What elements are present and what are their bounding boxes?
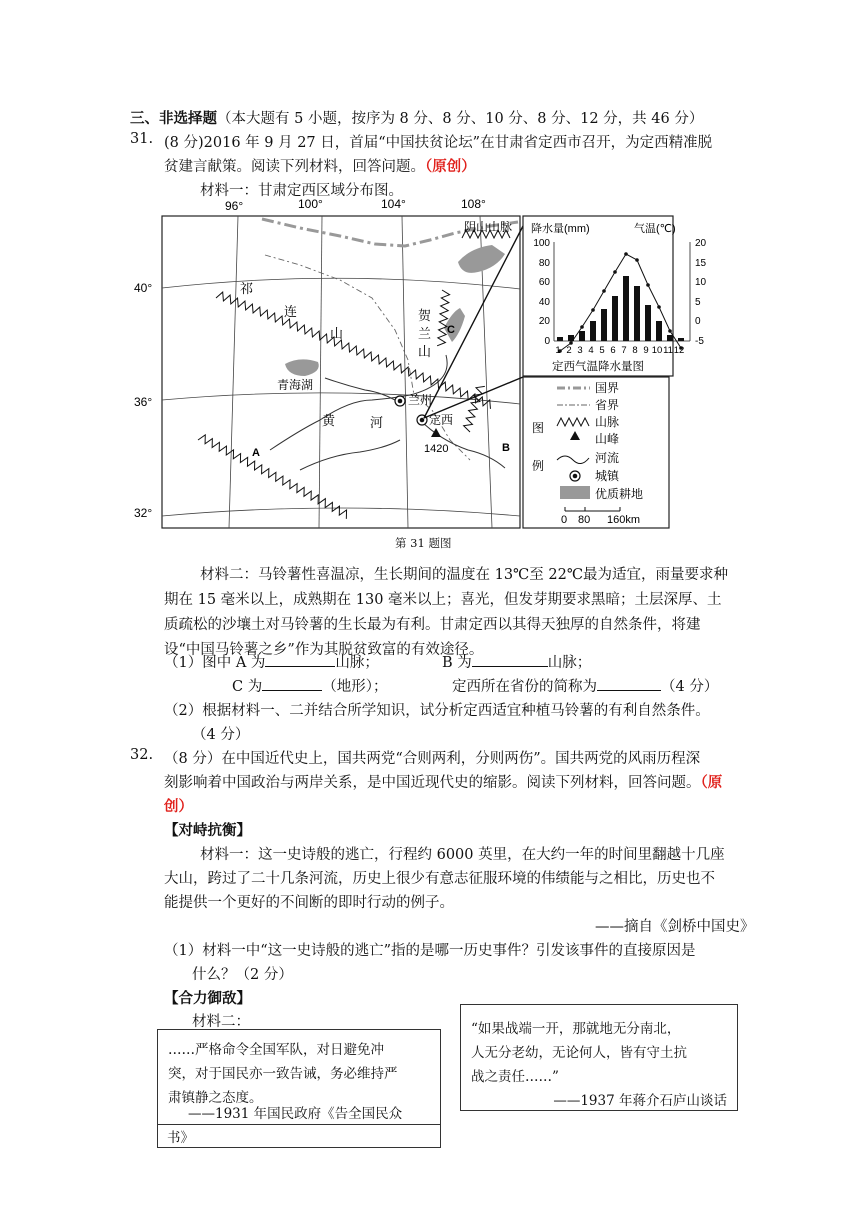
q31-sub1-b-pre: B 为 (442, 655, 472, 671)
provincial-border (265, 255, 470, 460)
legend-item-label: 国界 (595, 381, 620, 395)
section-heading (130, 107, 703, 128)
left-tick: 20 (538, 316, 550, 327)
q31-stem-line1: (8 分)2016 年 9 月 27 日，首届“中国扶贫论坛”在甘肃省定西市召开，为定西精准脱 (164, 135, 713, 151)
scale-zero: 0 (561, 514, 568, 526)
label-c: C (447, 324, 455, 336)
river (325, 378, 395, 400)
peak-icon (431, 428, 441, 437)
section-heading-united: 【合力御敌】 (164, 990, 251, 1007)
right-tick: 0 (695, 316, 701, 327)
q31-sub1-d-post: （4 分） (661, 679, 719, 695)
right-tick: 5 (695, 297, 701, 308)
qinghai-lake (285, 359, 319, 376)
figure-caption: 第 31 题图 (395, 536, 452, 550)
q32-stem-line2 (164, 771, 722, 792)
legend-item-label: 省界 (595, 398, 620, 412)
label-lanzhou: 兰州 (408, 393, 433, 407)
lon-label: 104° (381, 197, 406, 211)
q32-stem-line1: （8 分）在中国近代史上，国共两党“合则两利，分则两伤”。国共两党的风雨历程深 (164, 751, 701, 767)
q31-sub2-line1: （2）根据材料一、二并结合所学知识，试分析定西适宜种植马铃薯的有利自然条件。 (164, 703, 710, 719)
answer-blank-b[interactable] (472, 652, 548, 667)
month-label: 3 (577, 345, 583, 356)
legend-item-label: 城镇 (595, 469, 620, 483)
q32-sub1-line2: 什么？（2 分） (192, 967, 293, 983)
q32-number: 32. (130, 747, 154, 763)
quote-line: 战之责任……” (471, 1069, 559, 1085)
month-label: 4 (588, 345, 594, 356)
climate-right-title: 气温(℃) (634, 223, 676, 235)
label-shan: 山 (330, 326, 344, 341)
region-map (134, 194, 707, 534)
original-tag: （原 (700, 774, 723, 791)
lat-label: 40° (134, 281, 153, 295)
legend-item-label: 河流 (595, 451, 620, 465)
quote-right-source: ——1937 年蒋介石庐山谈话 (553, 1093, 727, 1109)
legend-side-label: 例 (532, 459, 545, 473)
q31-sub1-d-pre: 定西所在省份的简称为 (452, 679, 597, 695)
mountain-range (437, 290, 450, 346)
original-tag-cont: 创） (164, 798, 193, 815)
q31-number: 31. (130, 131, 154, 147)
scale-end: 160km (607, 514, 641, 526)
q31-sub1-line2b (452, 675, 718, 696)
lon-label: 96° (225, 199, 244, 213)
label-b: B (502, 442, 510, 454)
month-label: 12 (673, 345, 685, 356)
q31-sub1-line1 (164, 651, 379, 672)
right-tick: -5 (695, 336, 704, 347)
month-label: 10 (651, 345, 663, 356)
label-he2: 河 (370, 415, 384, 430)
q31-sub1-a-pre: （1）图中 A 为 (164, 655, 266, 671)
label-a: A (252, 447, 260, 459)
left-tick: 0 (544, 336, 550, 347)
q31-sub2-line2: （4 分） (192, 727, 250, 743)
left-tick: 100 (533, 238, 550, 249)
q32-material1-line: 材料一：这一史诗般的逃亡，行程约 6000 英里，在大约一年的时间里翻越十几座 (200, 847, 725, 863)
right-tick: 15 (695, 258, 707, 269)
q32-sub1-line1: （1）材料一中“这一史诗般的逃亡”指的是哪一历史事件？引发该事件的直接原因是 (164, 943, 696, 959)
farmland-area (458, 245, 505, 273)
month-label: 11 (663, 345, 673, 356)
month-label: 1 (555, 345, 561, 356)
material2-line: 期在 15 毫米以上，成熟期在 130 毫米以上；喜光，但发芽期要求黑暗；土层深厚、土 (164, 592, 722, 608)
month-label: 7 (621, 345, 627, 356)
legend-item-label: 优质耕地 (595, 487, 644, 501)
mountain-range (216, 291, 493, 409)
left-tick: 80 (538, 258, 550, 269)
legend-item-label: 山峰 (595, 432, 620, 446)
q32-stem-text: 刻影响着中国政治与两岸关系，是中国近现代史的缩影。阅读下列材料，回答问题。 (164, 775, 701, 791)
label-qinghai-lake: 青海湖 (277, 378, 314, 392)
quote-left-source: ——1931 年国民政府《告全国民众 (188, 1106, 403, 1122)
section-title: 三、非选择题 (130, 110, 217, 127)
label-qi: 祁 (240, 281, 254, 296)
answer-blank-c[interactable] (262, 676, 322, 691)
q32-material1-line: 能提供一个更好的不间断的即时行动的例子。 (164, 895, 454, 911)
lat-label: 32° (134, 506, 153, 520)
q32-material1-source: ——摘自《剑桥中国史》 (595, 919, 755, 935)
label-dingxi: 定西 (429, 413, 454, 427)
lon-label: 100° (298, 197, 323, 211)
quote-left-source-cont: 书》 (167, 1130, 194, 1146)
quote-box-right (460, 1004, 738, 1111)
mountain-range (462, 384, 484, 432)
scale-mid: 80 (578, 514, 591, 526)
right-tick: 20 (695, 238, 707, 249)
answer-blank-d[interactable] (597, 676, 661, 691)
mountain-range (198, 433, 350, 519)
legend-side-label: 图 (532, 421, 545, 435)
q31-sub1-c-post: （地形）； (322, 679, 388, 695)
month-label: 8 (632, 345, 638, 356)
right-tick: 10 (695, 277, 707, 288)
q31-sub1-a-post: 山脉； (335, 655, 379, 671)
label-yinshan: 阴山山脉 (464, 220, 513, 234)
label-peak-elev: 1420 (424, 443, 449, 455)
left-tick: 40 (538, 297, 550, 308)
quote-box-left-extension (157, 1124, 441, 1148)
quote-line: “如果战端一开，那就地无分南北， (471, 1021, 681, 1037)
quote-line: 肃镇静之态度。 (168, 1090, 263, 1106)
q31-sub1-line2 (232, 675, 387, 696)
q31-sub1-b-post: 山脉； (547, 655, 592, 671)
label-lian: 连 (284, 304, 298, 319)
quote-line: ……严格命令全国军队，对日避免冲 (168, 1042, 384, 1058)
month-label: 6 (610, 345, 616, 356)
q31-stem-text: 贫建言献策。阅读下列材料，回答问题。 (164, 159, 425, 175)
label-he: 贺 (418, 308, 432, 323)
label-huang: 黄 (322, 413, 336, 428)
quote-line: 人无分老幼，无论何人，皆有守土抗 (471, 1045, 687, 1061)
label-shan2: 山 (418, 344, 432, 359)
q31-material1-label: 材料一：甘肃定西区域分布图。 (200, 183, 403, 199)
quote-line: 突，对于国民亦一致告诫，务必维持严 (168, 1066, 398, 1082)
q31-stem-line2 (164, 155, 476, 176)
q32-material1-line: 大山，跨过了二十几条河流，历史上很少有意志征服环境的伟绩能与之相比，历史也不 (164, 871, 715, 887)
original-tag: （原创） (425, 158, 476, 175)
section-note: （本大题有 5 小题，按序为 8 分、8 分、10 分、8 分、12 分，共 46 分） (217, 111, 704, 127)
climate-left-title: 降水量(mm) (531, 223, 590, 235)
material2-line: 材料二：马铃薯性喜温凉，生长期间的温度在 13℃至 22℃最为适宜，雨量要求种 (200, 567, 729, 583)
river (300, 440, 400, 470)
lon-label: 108° (461, 197, 486, 211)
material2-line: 质疏松的沙壤土对马铃薯的生长最为有利。甘肃定西以其得天独厚的自然条件，将建 (164, 617, 701, 633)
q31-sub1-line1b (442, 651, 591, 672)
month-label: 2 (566, 345, 572, 356)
lat-label: 36° (134, 395, 153, 409)
left-tick: 60 (538, 277, 550, 288)
label-lan: 兰 (418, 326, 432, 341)
q32-material2-label: 材料二： (192, 1014, 250, 1030)
material2-line: 设“中国马铃薯之乡”作为其脱贫致富的有效途径。 (164, 642, 484, 658)
answer-blank-a[interactable] (265, 652, 335, 667)
month-label: 5 (599, 345, 605, 356)
climate-caption: 定西气温降水量图 (552, 361, 644, 373)
legend-item-label: 山脉 (595, 415, 620, 429)
section-heading-confrontation: 【对峙抗衡】 (164, 822, 251, 839)
q31-sub1-c-pre: C 为 (232, 679, 263, 695)
month-label: 9 (643, 345, 649, 356)
